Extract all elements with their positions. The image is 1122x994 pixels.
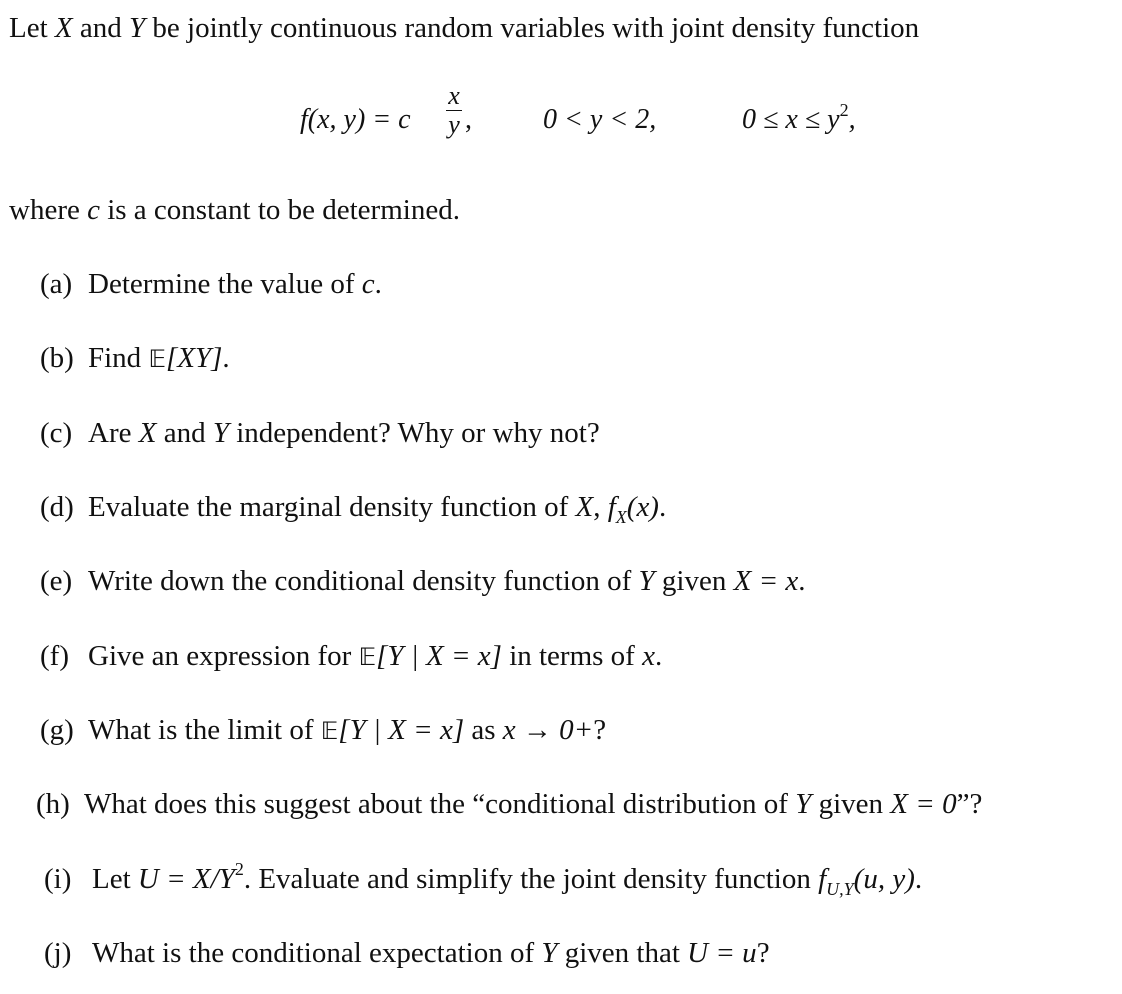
- question-label: (h): [36, 788, 70, 820]
- question-label: (a): [40, 268, 73, 300]
- joint-density-equation: [0, 78, 1122, 158]
- intro-text: be jointly continuous random variables with joint density function: [145, 12, 920, 44]
- condition-y-range: 0 < y < 2,: [543, 104, 657, 135]
- intro-text: and: [72, 12, 129, 44]
- question-label: (j): [44, 937, 72, 969]
- question-g: (g) What is the limit of 𝔼[Y | X = x] as x → 0+?: [40, 714, 607, 746]
- question-a: (a) Determine the value of c.: [40, 268, 382, 300]
- where-sentence: where c is a constant to be determined.: [9, 194, 460, 226]
- var-y: Y: [129, 12, 146, 44]
- condition-x-range: $0 \le x \le y^2$,: [742, 99, 856, 135]
- equation-lhs: f(x, y) = c: [300, 104, 411, 135]
- question-label: (b): [40, 342, 74, 374]
- intro-paragraph: [9, 14, 919, 43]
- equation-fraction: [443, 82, 465, 139]
- fraction-denominator: y: [448, 110, 460, 139]
- question-label: (e): [40, 565, 73, 597]
- question-label: (f): [40, 640, 69, 672]
- var-c: c: [87, 194, 100, 226]
- question-e: (e) Write down the conditional density function of Y given X = x.: [40, 565, 806, 597]
- question-b: (b) Find 𝔼[XY].: [40, 342, 230, 374]
- question-i: (i) Let $U = X/Y^2$. Evaluate and simplify the joint density function $f_{U,Y}(u$, y).: [44, 859, 923, 899]
- equation-comma: ,: [465, 104, 472, 135]
- intro-text: Let: [9, 12, 55, 44]
- question-h: (h) What does this suggest about the “conditional distribution of Y given X = 0”?: [36, 788, 983, 820]
- question-c: (c) Are X and Y independent? Why or why not?: [40, 417, 600, 449]
- question-label: (d): [40, 491, 74, 523]
- question-d: (d) Evaluate the marginal density function of X, $f_X(x)$.: [40, 491, 667, 527]
- question-j: (j) What is the conditional expectation of Y given that U = u?: [44, 937, 770, 969]
- question-label: (c): [40, 417, 73, 449]
- question-label: (i): [44, 863, 72, 895]
- question-label: (g): [40, 714, 74, 746]
- fraction-numerator: x: [448, 81, 460, 110]
- question-f: (f) Give an expression for 𝔼[Y | X = x] in terms of x.: [40, 640, 663, 672]
- var-x: X: [54, 12, 73, 44]
